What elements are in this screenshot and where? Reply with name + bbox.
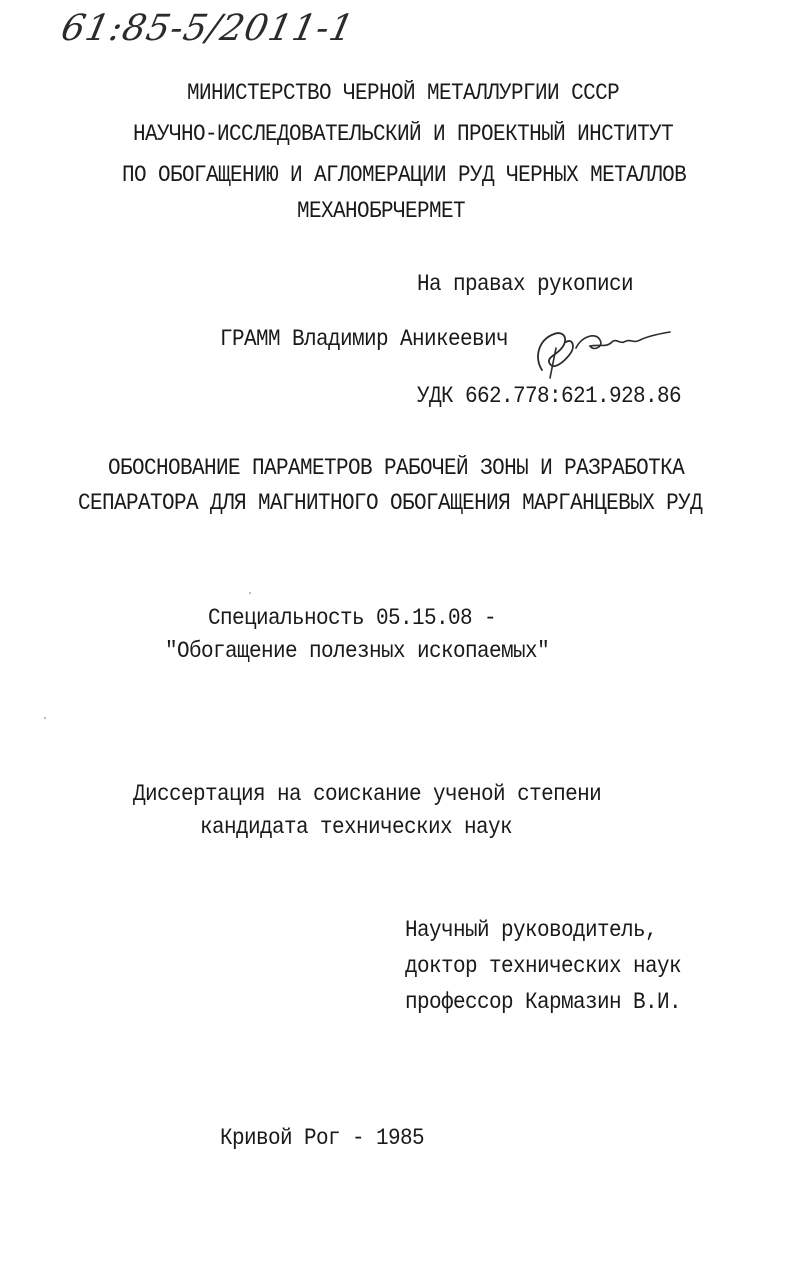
scan-speck bbox=[44, 717, 46, 719]
dissertation-line-1: Диссертация на соискание ученой степени bbox=[133, 782, 602, 808]
thesis-title-line-2: СЕПАРАТОРА ДЛЯ МАГНИТНОГО ОБОГАЩЕНИЯ МАРГАНЦЕВЫХ РУД bbox=[78, 491, 703, 517]
institution-line-1: МИНИСТЕРСТВО ЧЕРНОЙ МЕТАЛЛУРГИИ СССР bbox=[187, 81, 620, 107]
specialty-line-2: "Обогащение полезных ископаемых" bbox=[165, 639, 550, 665]
dissertation-line-2: кандидата технических наук bbox=[200, 815, 513, 841]
supervisor-line-1: Научный руководитель, bbox=[405, 918, 658, 944]
place-year: Кривой Рог - 1985 bbox=[220, 1126, 425, 1152]
manuscript-note: На правах рукописи bbox=[417, 272, 634, 298]
author-name: ГРАММ Владимир Аникеевич bbox=[220, 327, 509, 353]
institution-line-2: НАУЧНО-ИССЛЕДОВАТЕЛЬСКИЙ И ПРОЕКТНЫЙ ИНСТИТУТ bbox=[133, 122, 674, 148]
archive-handwritten-note: 61:85-5/2011-1 bbox=[57, 8, 358, 49]
supervisor-line-3: профессор Кармазин В.И. bbox=[405, 990, 682, 1016]
thesis-title-line-1: ОБОСНОВАНИЕ ПАРАМЕТРОВ РАБОЧЕЙ ЗОНЫ И РАЗРАБОТКА bbox=[108, 456, 685, 482]
institution-line-4: МЕХАНОБРЧЕРМЕТ bbox=[297, 199, 466, 225]
udc-code: УДК 662.778:621.928.86 bbox=[417, 384, 682, 410]
institution-line-3: ПО ОБОГАЩЕНИЮ И АГЛОМЕРАЦИИ РУД ЧЕРНЫХ МЕТАЛЛОВ bbox=[122, 163, 687, 189]
signature-icon bbox=[520, 318, 680, 388]
scan-speck bbox=[249, 592, 251, 594]
specialty-line-1: Специальность 05.15.08 - bbox=[208, 606, 497, 632]
supervisor-line-2: доктор технических наук bbox=[405, 954, 682, 980]
